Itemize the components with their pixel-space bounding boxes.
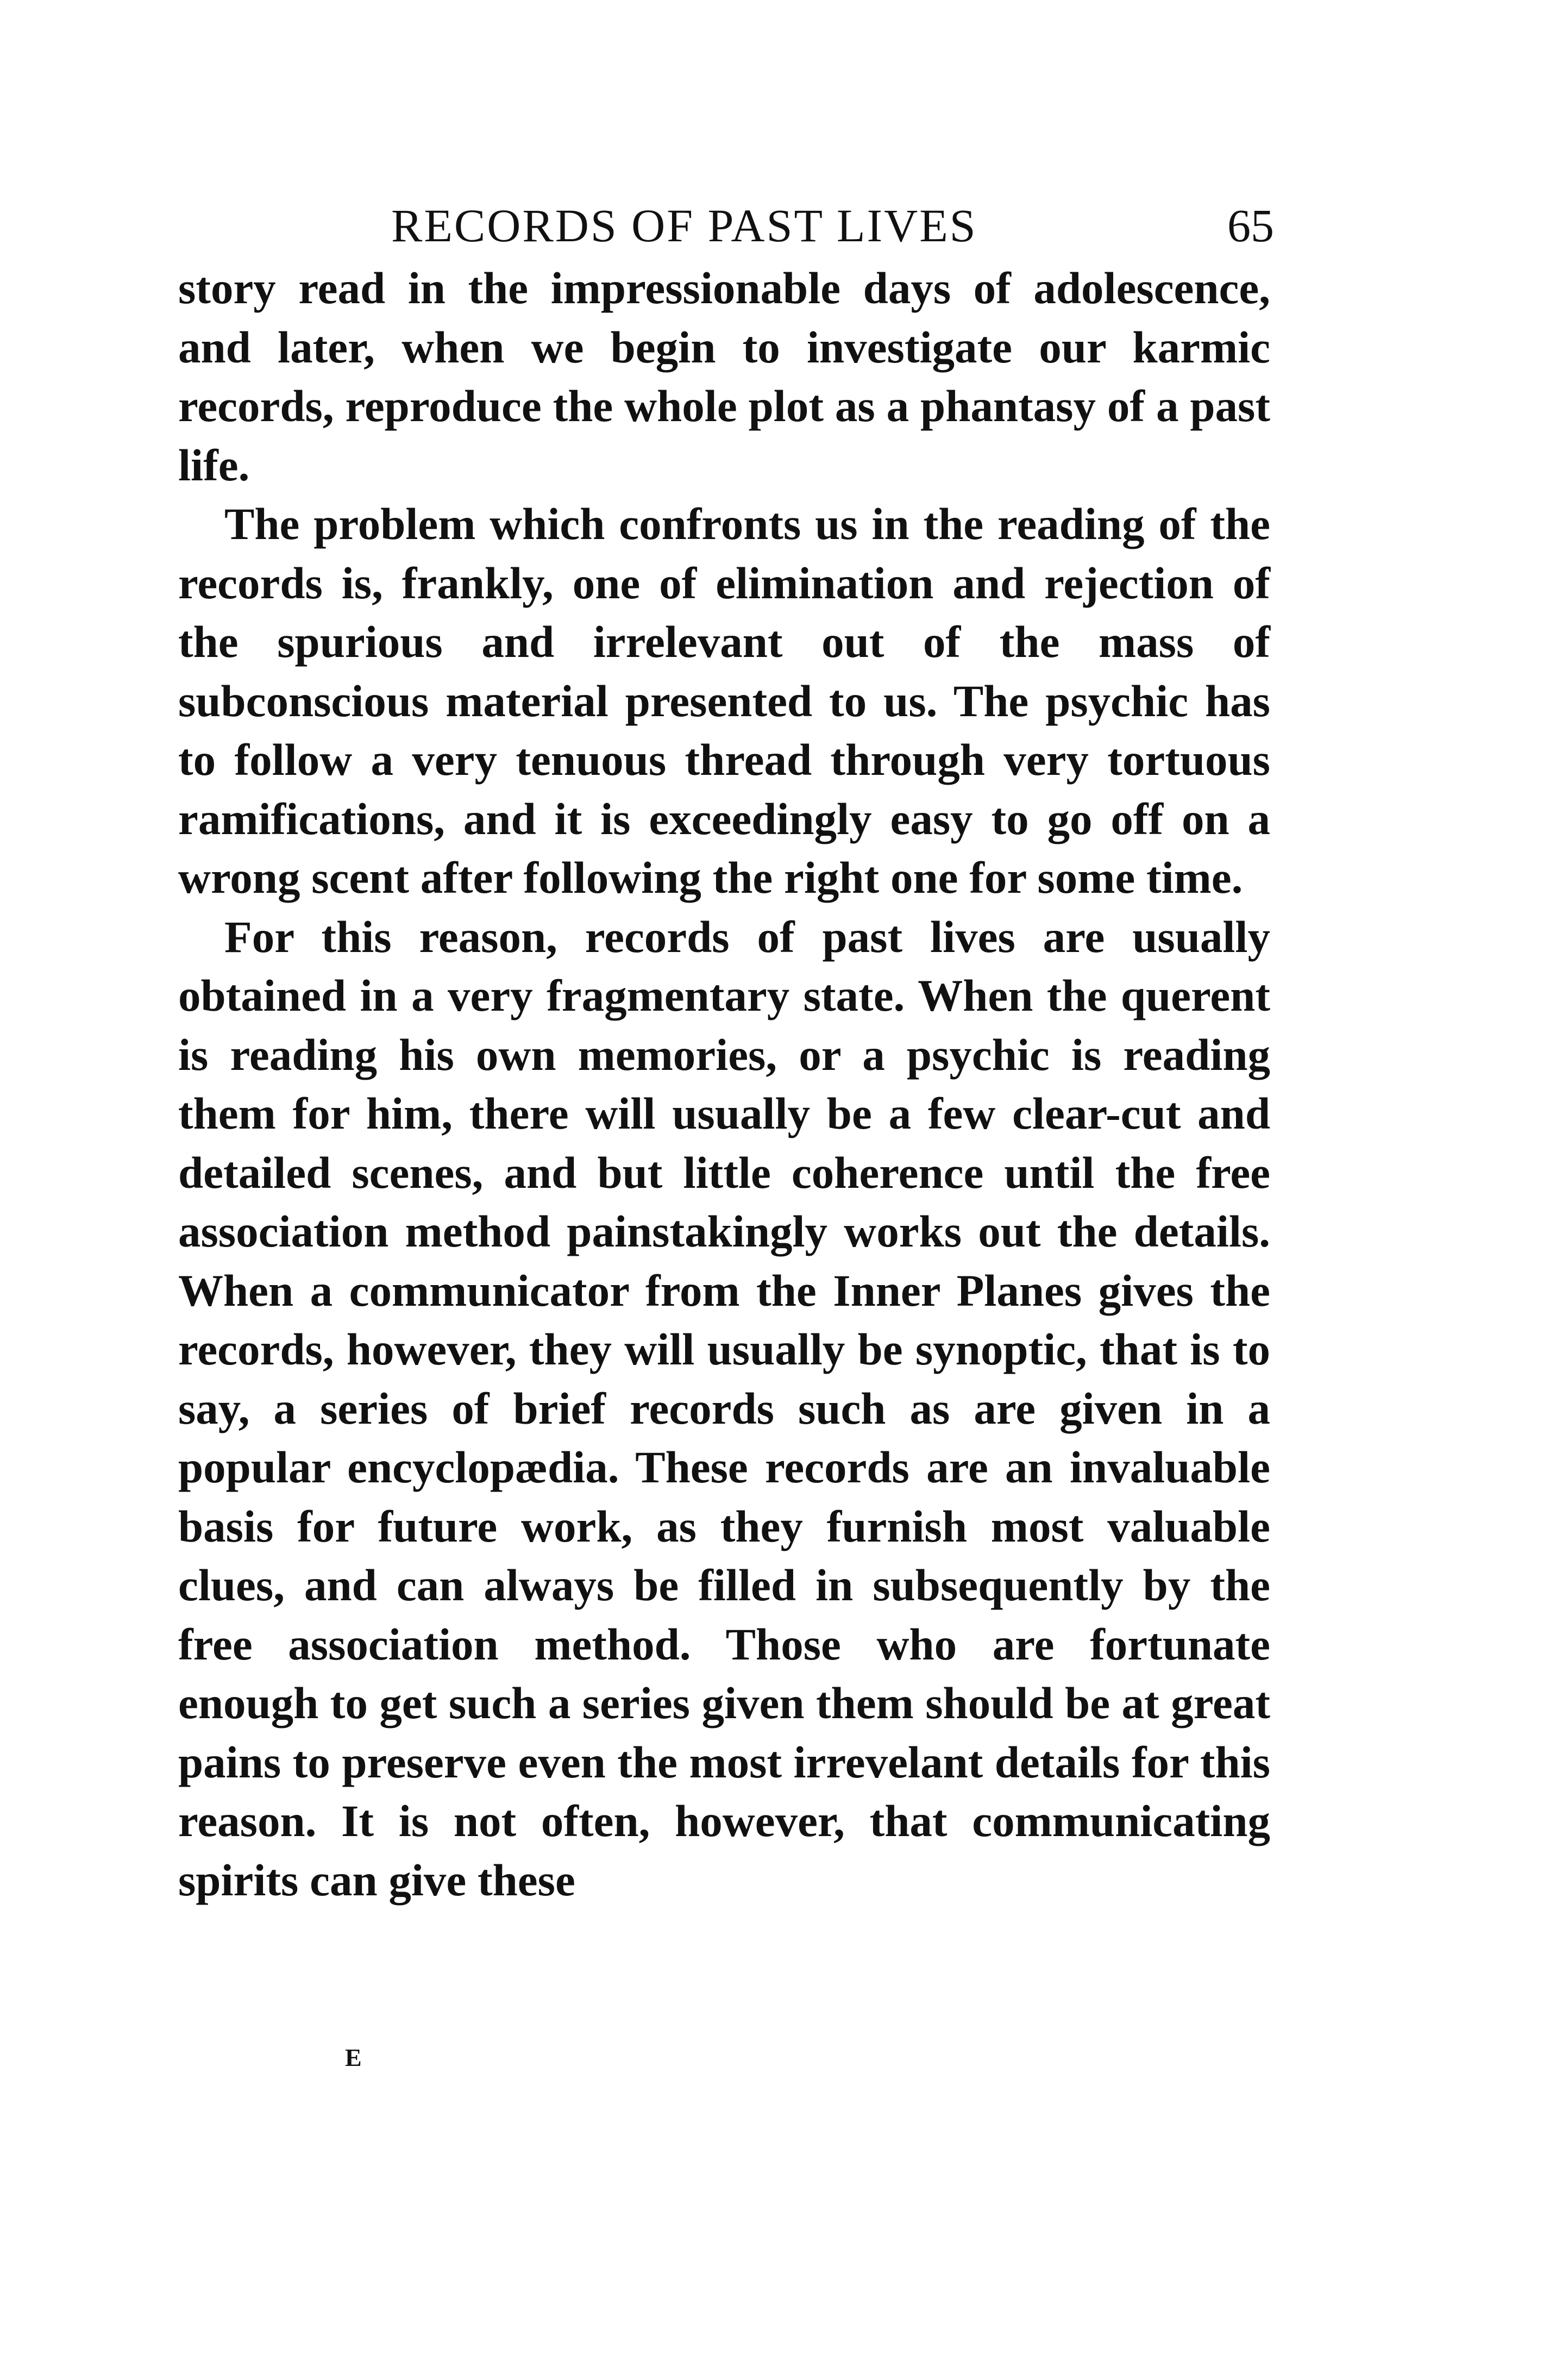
running-head: RECORDS OF PAST LIVES (391, 199, 977, 252)
paragraph: The problem which confronts us in the reading of the records is, frankly, one of elimination and rejection of the spurious and irrelevant out of the mass of subconscious material presented to us. The psychic has to follow a very tenuous thread through very tortuous ramifications, and it is exceedingly easy to go off on a wrong scent after following the right one for some time. (178, 499, 1270, 903)
signature-mark: E (345, 2044, 363, 2071)
paragraph-continuation: story read in the impressionable days of adolescence, and later, when we begin to investigate our karmic records, reproduce the whole plot as a phantasy of a past life. (178, 263, 1270, 490)
paragraph: For this reason, records of past lives are usually obtained in a very fragmentary state. When the querent is reading his own memories, or a psychic is reading them for him, there will usually be a few clear-cut and detailed scenes, and but little coherence until the free association method painstakingly works out the details. When a communicator from the Inner Planes gives the records, however, they will usually be synoptic, that is to say, a series of brief records such as are given in a popular encyclopædia. These records are an invaluable basis for future work, as they furnish most valuable clues, and can always be filled in subsequently by the free association method. Those who are fortunate enough to get such a series given them should be at great pains to preserve even the most irrevelant details for this reason. It is not often, however, that communicating spirits can give these (178, 911, 1270, 1905)
page-header (177, 196, 1274, 255)
page-number: 65 (1227, 199, 1274, 252)
body-text (178, 259, 1270, 1909)
